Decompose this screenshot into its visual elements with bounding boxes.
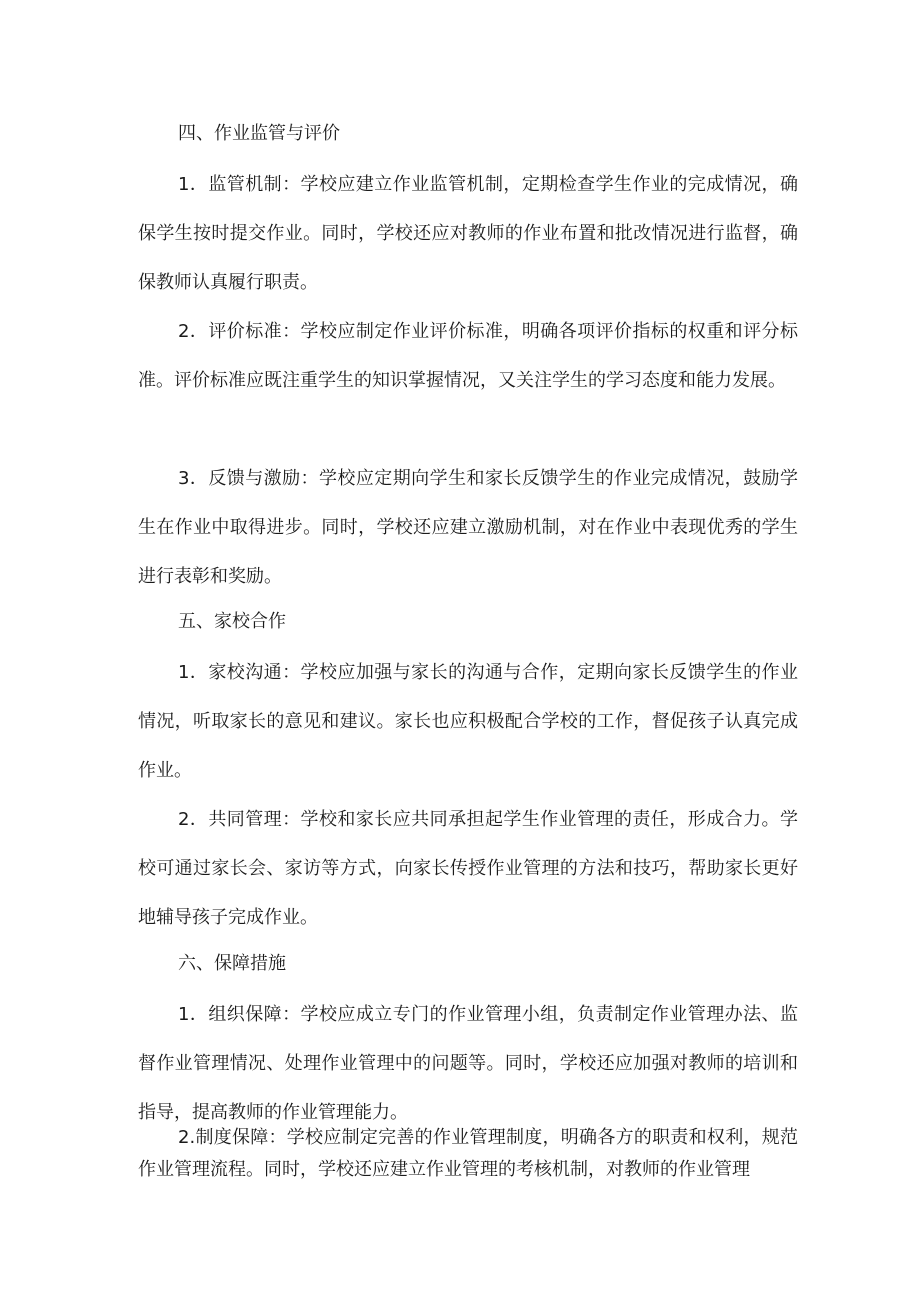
paragraph: 1．家校沟通：学校应加强与家长的沟通与合作，定期向家长反馈学生的作业情况，听取家长的意见和建议。家长也应积极配合学校的工作，督促孩子认真完成作业。 (138, 662, 798, 781)
paragraph: 2．评价标准：学校应制定作业评价标准，明确各项评价指标的权重和评分标准。评价标准应既注重学生的知识掌握情况，又关注学生的学习态度和能力发展。 (138, 321, 798, 391)
paragraph: 2.制度保障：学校应制定完善的作业管理制度，明确各方的职责和权利，规范作业管理流程。同时，学校还应建立作业管理的考核机制，对教师的作业管理 (138, 1127, 798, 1180)
paragraph: 2．共同管理：学校和家长应共同承担起学生作业管理的责任，形成合力。学校可通过家长会、家访等方式，向家长传授作业管理的方法和技巧，帮助家长更好地辅导孩子完成作业。 (138, 809, 798, 928)
paragraph: 1．监管机制：学校应建立作业监管机制，定期检查学生作业的完成情况，确保学生按时提交作业。同时，学校还应对教师的作业布置和批改情况进行监督，确保教师认真履行职责。 (138, 174, 798, 293)
section-heading: 六、保障措施 (178, 953, 286, 974)
section-heading: 四、作业监管与评价 (178, 123, 340, 144)
section-heading: 五、家校合作 (178, 611, 286, 632)
paragraph: 1．组织保障：学校应成立专门的作业管理小组，负责制定作业管理办法、监督作业管理情况、处理作业管理中的问题等。同时，学校还应加强对教师的培训和指导，提高教师的作业管理能力。 (138, 1004, 798, 1123)
paragraph: 3．反馈与激励：学校应定期向学生和家长反馈学生的作业完成情况，鼓励学生在作业中取得进步。同时，学校还应建立激励机制，对在作业中表现优秀的学生进行表彰和奖励。 (138, 468, 798, 587)
